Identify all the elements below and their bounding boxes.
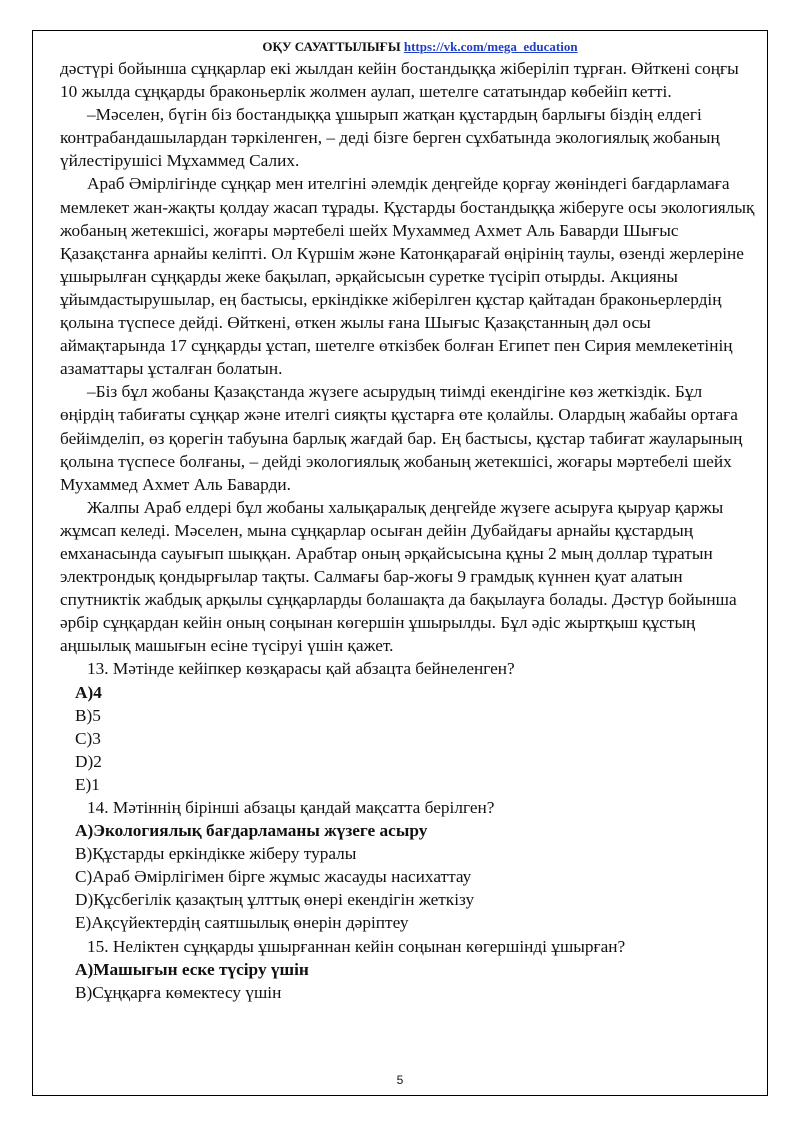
option-14-a: А)Экологиялық бағдарламаны жүзеге асыру [75,821,428,841]
option-14-e: Е)Ақсүйектердің саятшылық өнерін дәріптеу [75,913,409,933]
page-content [60,37,760,1004]
paragraph-continuation: дәстүрі бойынша сұңқарлар екі жылдан кейін бостандыққа жіберіліп тұрған. Өйткені соңғы 10 жылда сұңқарды браконьерлік жолмен аулап, шетелге сататындар көбейіп кетті. [60,59,739,102]
question-14: 14. Мәтіннің бірінші абзацы қандай мақсатта берілген? [87,798,495,817]
option-14-b: В)Құстарды еркіндікке жіберу туралы [75,844,357,864]
option-13-e: Е)1 [75,774,100,794]
page-number: 5 [396,1073,404,1087]
header-title: ОҚУ САУАТТЫЛЫҒЫ [262,39,401,54]
page-header [80,37,760,57]
question-13: 13. Мәтінде кейіпкер көзқарасы қай абзацта бейнеленген? [87,659,515,679]
option-13-c: С)3 [75,728,101,748]
option-15-a: А)Машығын еске түсіру үшін [75,959,309,979]
option-14-c: С)Араб Әмірлігімен бірге жұмыс жасауды насихаттау [75,867,472,887]
question-15: 15. Неліктен сұңқарды ұшырғаннан кейін соңынан көгершінді ұшырған? [87,936,626,956]
paragraph-arab-funding: Жалпы Араб елдері бұл жобаны халықаралық деңгейде жүзеге асыруға қыруар қаржы жұмсап келеді. Мәселен, мына сұңқарлар осыған дейін Дубайдағы арнайы құстардың емханасында сауығып шыққан. Арабтар оның әрқайсысына құны 2 мың доллар тұратын электрондық қондырғылар тақты. Салмағы бар-жоғы 9 грамдық күннен қуат алатын спутниктік жабдық арқылы сұңқарларды болашақта да бақылауға болады. Дәстүр бойынша әрбір сұңқардан кейін оның соңынан көгершін ұшырылды. Бұл әдіс жыртқыш құстың аңшылық машығын есіне түсіруі үшін қажет. [60,497,737,656]
paragraph-quote-salih: –Мәселен, бүгін біз бостандыққа ұшырып жатқан құстардың барлығы біздің елдегі контрабандашылардан тәркіленген, – деді бізге берген сұхбатында экологиялық жобаның үйлестірушісі Мұхаммед Салих. [60,105,720,171]
option-13-d: D)2 [75,751,102,771]
option-13-b: В)5 [75,705,101,725]
paragraph-quote-baward: –Біз бұл жобаны Қазақстанда жүзеге асырудың тиімді екендігіне көз жеткіздік. Бұл өңірдің табиғаты сұңқар және ителгі сияқты құстарға өте қолайлы. Олардың жабайы ортаға бейімделіп, өз қорегін табуына барлық жағдай бар. Ең бастысы, құстар табиғат жауларының қолына түспесе болғаны, – дейді экологиялық жобаның жетекшісі, жоғары мәртебелі шейх Мухаммед Ахмет Аль Баварди. [60,382,743,494]
option-15-b: В)Сұңқарға көмектесу үшін [75,982,282,1002]
header-link[interactable]: https://vk.com/mega_education [403,39,578,54]
option-13-a: А)4 [75,682,102,702]
paragraph-emirates-program: Араб Әмірлігінде сұңқар мен ителгіні әлемдік деңгейде қорғау жөніндегі бағдарламаға мемлекет жан-жақты қолдау жасап тұрады. Құстарды бостандыққа жіберуге осы экологиялық жобаның жетекшісі, жоғары мәртебелі шейх Мухаммед Ахмет Аль Баварди Шығыс Қазақстанға арнайы келіпті. Ол Күршім және Катонқарағай өңірінің таулы, өзенді жерлеріне ұшырылған сұңқарды жеке бақылап, әрқайсысын суретке түсіріп отырды. Акцияны ұйымдастырушылар, ең бастысы, еркіндікке жіберілген құстар қайтадан браконьерлердің қолына түспесе дейді. Өйткені, өткен жылы ғана Шығыс Қазақстанның дәл осы аймақтарында 17 сұңқарды ұстап, шетелге өткізбек болған Египет пен Сирия мемлекетінің азаматтары ұсталған болатын. [60,174,755,379]
option-14-d: D)Құсбегілік қазақтың ұлттық өнері екендігін жеткізу [75,890,475,910]
